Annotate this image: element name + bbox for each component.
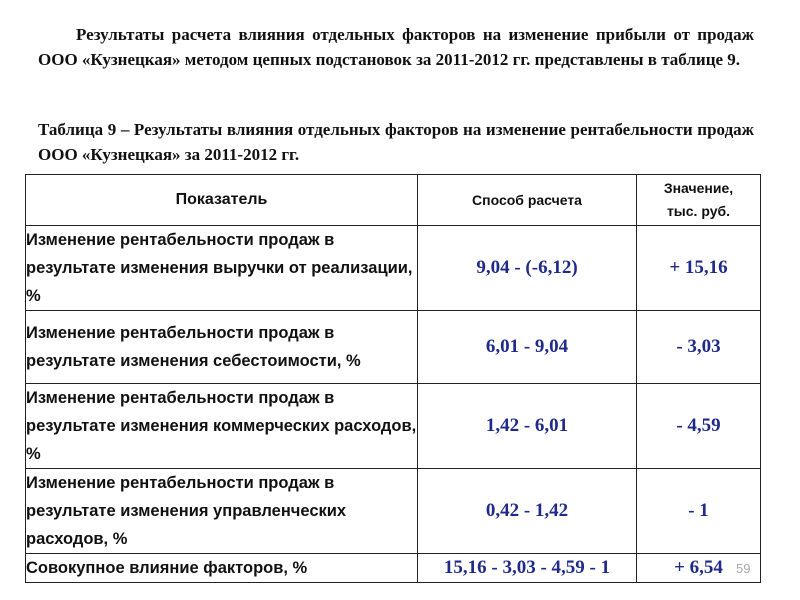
table-row [26,469,761,554]
table-row [26,384,761,469]
row-value: + 6,54 [637,554,761,583]
row-method: 1,42 - 6,01 [418,384,637,469]
row-indicator: Изменение рентабельности продаж в результате изменения коммерческих расходов, % [26,384,418,469]
header-value-line1: Значение, [663,180,734,196]
page-number: 59 [736,561,751,576]
header-value [637,175,761,226]
row-method: 9,04 - (-6,12) [418,226,637,311]
row-method: 0,42 - 1,42 [418,469,637,554]
row-indicator: Изменение рентабельности продаж в результате изменения себестоимости, % [26,311,418,384]
row-value: + 15,16 [637,226,761,311]
header-indicator: Показатель [26,175,418,226]
table-row [26,311,761,384]
row-value: - 3,03 [637,311,761,384]
header-value-line2: тыс. руб. [666,203,731,219]
table-caption: Таблица 9 – Результаты влияния отдельных факторов на изменение рентабельности продаж ООО «Кузнецкая» за 2011-2012 гг. [38,120,754,164]
row-value: - 1 [637,469,761,554]
row-indicator: Изменение рентабельности продаж в результате изменения управленческих расходов, % [26,469,418,554]
results-table [25,174,761,583]
header-method: Способ расчета [418,175,637,226]
row-indicator: Изменение рентабельности продаж в результате изменения выручки от реализации, % [26,226,418,311]
row-method: 15,16 - 3,03 - 4,59 - 1 [418,554,637,583]
row-indicator: Совокупное влияние факторов, % [26,554,418,583]
table-header-row [26,175,761,226]
table-row [26,226,761,311]
table-row-total [26,554,761,583]
row-method: 6,01 - 9,04 [418,311,637,384]
row-value: - 4,59 [637,384,761,469]
intro-paragraph: Результаты расчета влияния отдельных факторов на изменение прибыли от продаж ООО «Кузнецкая» методом цепных подстановок за 2011-2012 гг. представлены в таблице 9. [38,25,754,69]
